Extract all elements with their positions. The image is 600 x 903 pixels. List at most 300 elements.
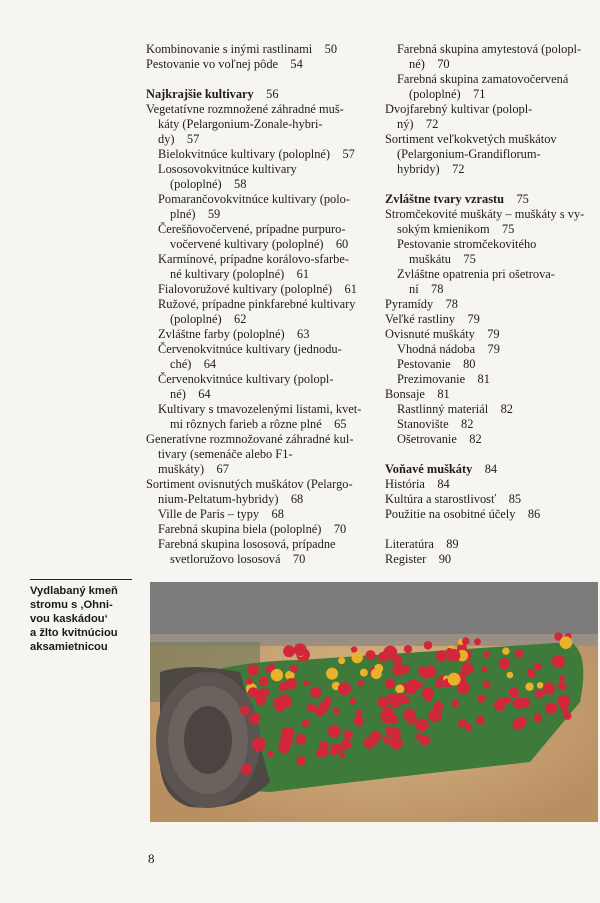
geranium-bloom [257, 688, 266, 697]
toc-entry-text: Farebná skupina amytestová (polopl- [397, 42, 582, 56]
geranium-bloom [545, 702, 557, 714]
toc-page-number: 79 [487, 327, 500, 341]
toc-entry-title: Ošetrovanie [397, 432, 457, 446]
toc-page-number: 54 [290, 57, 303, 71]
toc-page-number: 70 [437, 57, 450, 71]
toc-entry-text [158, 282, 378, 297]
toc-entry-title: muškáty) [158, 462, 205, 476]
marigold-bloom [537, 682, 544, 689]
geranium-bloom [370, 731, 382, 743]
geranium-bloom [296, 756, 306, 766]
toc-entry [158, 282, 378, 297]
toc-entry [146, 102, 378, 147]
toc-entry [397, 267, 598, 297]
toc-entry-text [158, 207, 378, 222]
toc-entry [397, 342, 598, 357]
geranium-bloom [451, 700, 459, 708]
toc-entry [158, 222, 378, 252]
page-number: 8 [148, 851, 155, 866]
toc-entry-title: mi rôznych farieb a rôzne plné [170, 417, 322, 431]
geranium-bloom [378, 652, 389, 663]
geranium-bloom [283, 645, 295, 657]
toc-entry-title: plné) [170, 207, 196, 221]
section-gap [146, 72, 378, 87]
toc-entry-title: dy) [158, 132, 175, 146]
toc-entry-title: ní [409, 282, 419, 296]
toc-page-number: 63 [297, 327, 310, 341]
toc-entry-text: Ružové, prípadne pinkfarebné kultivary [158, 297, 356, 311]
geranium-bloom [365, 650, 375, 660]
toc-entry-text [385, 162, 598, 177]
geranium-bloom [406, 714, 417, 725]
geranium-bloom [483, 681, 491, 689]
geranium-bloom [494, 699, 506, 711]
toc-entry-text [158, 267, 378, 282]
geranium-bloom [310, 687, 321, 698]
toc-page-number: 90 [438, 552, 452, 566]
toc-page-number: 78 [431, 282, 444, 296]
geranium-bloom [558, 682, 567, 691]
toc-entry-title: nium-Peltatum-hybridy) [158, 492, 279, 506]
toc-entry-title: muškátu [409, 252, 451, 266]
toc-page-number: 56 [266, 87, 279, 101]
geranium-bloom [307, 704, 316, 713]
geranium-bloom [474, 638, 481, 645]
geranium-bloom [385, 678, 395, 688]
toc-entry-title: Pyramídy [385, 297, 434, 311]
geranium-bloom [483, 651, 490, 658]
geranium-bloom [350, 698, 357, 705]
toc-entry-title: História [385, 477, 425, 491]
toc-entry-text [146, 42, 378, 57]
toc-entry-text: Farebná skupina lososová, prípadne [158, 537, 336, 551]
geranium-bloom [314, 706, 325, 717]
toc-entry [158, 402, 378, 432]
toc-page-number: 79 [487, 342, 500, 356]
toc-entry-title: Voňavé muškáty [385, 462, 473, 476]
toc-entry-title: Veľké rastliny [385, 312, 456, 326]
toc-entry-title: Najkrajšie kultivary [146, 87, 254, 101]
section-gap [385, 447, 598, 462]
toc-page-number: 85 [508, 492, 522, 506]
toc-entry [385, 297, 598, 312]
marigold-bloom [560, 636, 573, 649]
toc-page-number: 62 [234, 312, 247, 326]
geranium-bloom [333, 708, 340, 715]
geranium-bloom [252, 737, 266, 751]
geranium-bloom [461, 662, 473, 674]
marigold-bloom [395, 685, 404, 694]
toc-entry-title: vočervené kultivary (poloplné) [170, 237, 324, 251]
geranium-bloom [328, 725, 341, 738]
toc-entry-text [158, 147, 378, 162]
geranium-bloom [351, 646, 357, 652]
toc-entry [158, 297, 378, 327]
toc-entry-text [385, 117, 598, 132]
geranium-bloom [343, 730, 353, 740]
marigold-bloom [271, 669, 283, 681]
toc-entry-title: Stanovište [397, 417, 449, 431]
toc-entry-text [158, 357, 378, 372]
toc-entry-text [385, 552, 598, 567]
geranium-bloom [302, 719, 310, 727]
geranium-bloom [247, 664, 259, 676]
geranium-bloom [358, 680, 365, 687]
toc-entry [158, 147, 378, 162]
toc-entry-text: Pomarančovokvitnúce kultivary (polo- [158, 192, 351, 206]
geranium-bloom [380, 711, 392, 723]
toc-entry-text [146, 87, 378, 102]
toc-entry-text: Karmínové, prípadne korálovo-sfarbe- [158, 252, 349, 266]
toc-entry-title: (poloplné) [409, 87, 461, 101]
geranium-bloom [527, 669, 536, 678]
toc-entry-title: Rastlinný materiál [397, 402, 489, 416]
toc-entry [397, 357, 598, 372]
toc-entry-title: Použitie na osobitné účely [385, 507, 516, 521]
toc-page-number: 68 [271, 507, 284, 521]
geranium-bloom [290, 665, 298, 673]
geranium-bloom [504, 697, 511, 704]
section-gap [385, 522, 598, 537]
toc-entry-text [397, 432, 598, 447]
toc-entry-text [158, 177, 378, 192]
geranium-bloom [552, 655, 565, 668]
toc-entry [146, 432, 378, 477]
toc-entry-title: né) [170, 387, 186, 401]
toc-page-number: 75 [501, 222, 515, 236]
caption-line: aksamietnicou [30, 641, 108, 653]
toc-entry [385, 552, 598, 567]
toc-entry [385, 312, 598, 327]
toc-entry-text [397, 372, 598, 387]
toc-entry [397, 432, 598, 447]
toc-page-number: 84 [484, 462, 498, 476]
toc-entry-title: Fialovoružové kultivary (poloplné) [158, 282, 333, 296]
geranium-bloom [515, 698, 526, 709]
toc-entry [385, 102, 598, 132]
toc-page-number: 57 [342, 147, 355, 161]
toc-entry-text [385, 477, 598, 492]
toc-entry-text [158, 552, 378, 567]
toc-entry [158, 252, 378, 282]
toc-entry [146, 57, 378, 72]
toc-page-number: 67 [216, 462, 229, 476]
toc-entry-title: Bonsaje [385, 387, 425, 401]
toc-entry-text: Červenokvitnúce kultivary (polopl- [158, 372, 334, 386]
toc-page-number: 75 [463, 252, 476, 266]
geranium-bloom [286, 678, 297, 689]
toc-page-number: 81 [437, 387, 450, 401]
toc-entry-text [385, 462, 598, 477]
geranium-bloom [393, 655, 403, 665]
toc-entry-text: Dvojfarebný kultivar (polopl- [385, 102, 533, 116]
toc-page-number: 82 [461, 417, 474, 431]
log-planter-photo [150, 582, 598, 822]
geranium-bloom [563, 712, 571, 720]
toc-entry [385, 132, 598, 177]
toc-entry [158, 507, 378, 522]
marigold-bloom [448, 673, 461, 686]
geranium-bloom [533, 713, 542, 722]
toc-entry [385, 492, 598, 507]
geranium-bloom [378, 696, 389, 707]
toc-entry [385, 537, 598, 552]
marigold-bloom [360, 669, 368, 677]
geranium-bloom [389, 728, 399, 738]
geranium-bloom [559, 675, 565, 681]
toc-entry [397, 372, 598, 387]
toc-page-number: 70 [292, 552, 306, 566]
caption-line: Vydlabaný kmeň [30, 585, 118, 597]
geranium-bloom [424, 665, 436, 677]
toc-entry-title: Literatúra [385, 537, 434, 551]
geranium-bloom [416, 733, 423, 740]
toc-page-number: 84 [437, 477, 450, 491]
geranium-bloom [248, 687, 259, 698]
toc-section-heading [146, 87, 378, 102]
geranium-bloom [515, 649, 524, 658]
toc-entry-title: né) [409, 57, 425, 71]
toc-page-number: 61 [296, 267, 310, 281]
toc-entry-title: ché) [170, 357, 192, 371]
toc-entry-title: sokým kmienikom [397, 222, 490, 236]
caption-rule [30, 579, 132, 580]
toc-entry-text: Čerešňovočervené, prípadne purpuro- [158, 222, 346, 236]
geranium-bloom [294, 643, 307, 656]
toc-entry [146, 477, 378, 507]
toc-entry [158, 192, 378, 222]
geranium-bloom [436, 650, 447, 661]
photo-caption [30, 584, 142, 654]
toc-entry-text [146, 492, 378, 507]
geranium-bloom [404, 645, 412, 653]
geranium-bloom [481, 666, 487, 672]
geranium-bloom [340, 740, 351, 751]
geranium-bloom [249, 713, 261, 725]
toc-page-number: 78 [445, 297, 458, 311]
toc-page-number: 72 [425, 117, 439, 131]
toc-page-number: 58 [234, 177, 247, 191]
geranium-bloom [535, 690, 544, 699]
geranium-bloom [354, 716, 364, 726]
toc-entry-text: Červenokvitnúce kultivary (jednodu- [158, 342, 342, 356]
toc-entry-text [146, 462, 378, 477]
toc-entry-text [385, 327, 598, 342]
geranium-bloom [339, 752, 345, 758]
geranium-bloom [324, 698, 331, 705]
toc-entry-text: Generatívne rozmnožované záhradné kul- [146, 432, 354, 446]
toc-entry-text: Sortiment veľkokvetých muškátov [385, 132, 557, 146]
geranium-bloom [316, 749, 325, 758]
geranium-bloom [424, 641, 433, 650]
toc-entry-text: Stromčekovité muškáty – muškáty s vy- [385, 207, 585, 221]
toc-entry [146, 42, 378, 57]
geranium-bloom [278, 741, 290, 753]
toc-entry-text [385, 222, 598, 237]
photo-illustration [150, 582, 598, 822]
toc-entry-title: (poloplné) [170, 177, 222, 191]
toc-entry [158, 342, 378, 372]
toc-entry [397, 417, 598, 432]
geranium-bloom [458, 719, 466, 727]
toc-page-number: 57 [186, 132, 200, 146]
geranium-bloom [407, 679, 419, 691]
toc-entry-text [158, 312, 378, 327]
geranium-bloom [435, 682, 442, 689]
toc-section-heading [385, 192, 598, 207]
geranium-bloom [265, 666, 272, 673]
toc-entry [397, 237, 598, 267]
geranium-bloom [303, 680, 309, 686]
toc-entry-text: káty (Pelargonium-Zonale-hybri- [158, 117, 323, 131]
geranium-bloom [422, 687, 434, 699]
toc-entry-title: Pestovanie [397, 357, 451, 371]
geranium-bloom [499, 658, 510, 669]
toc-entry-title: Bielokvitnúce kultivary (poloplné) [158, 147, 331, 161]
geranium-bloom [543, 682, 555, 694]
geranium-bloom [338, 682, 351, 695]
geranium-bloom [392, 664, 404, 676]
geranium-bloom [390, 736, 403, 749]
toc-entry-title: Farebná skupina biela (poloplné) [158, 522, 322, 536]
toc-entry-title: Kombinovanie s inými rastlinami [146, 42, 313, 56]
toc-entry-title: Register [385, 552, 427, 566]
toc-entry-text [158, 387, 378, 402]
toc-entry [385, 507, 598, 522]
toc-page-number: 70 [333, 522, 347, 536]
toc-entry [397, 42, 598, 72]
toc-entry-text: Lososovokvitnúce kultivary [158, 162, 297, 176]
toc-entry-text [385, 297, 598, 312]
toc-entry-title: Ville de Paris – typy [158, 507, 260, 521]
toc-page-number: 59 [207, 207, 221, 221]
toc-entry-title: Kultúra a starostlivosť [385, 492, 497, 506]
toc-page-number: 64 [198, 387, 211, 401]
toc-entry-text [397, 57, 598, 72]
geranium-bloom [447, 649, 460, 662]
toc-page-number: 86 [527, 507, 541, 521]
toc-entry-title: Prezimovanie [397, 372, 466, 386]
toc-left-column [146, 42, 378, 567]
geranium-bloom [259, 676, 269, 686]
toc-entry-title: Ovisnuté muškáty [385, 327, 475, 341]
toc-entry-title: né kultivary (poloplné) [170, 267, 285, 281]
toc-page-number: 65 [334, 417, 347, 431]
toc-right-column [385, 42, 598, 567]
toc-entry [385, 207, 598, 237]
toc-page-number: 50 [324, 42, 338, 56]
toc-entry-text [397, 87, 598, 102]
marigold-bloom [507, 672, 514, 679]
toc-page-number: 61 [344, 282, 357, 296]
toc-entry-title: svetloružovo lososová [170, 552, 281, 566]
toc-entry-text: tivary (semenáče alebo F1- [158, 447, 293, 461]
toc-entry-text [397, 252, 598, 267]
toc-page-number: 72 [452, 162, 465, 176]
toc-entry-text [158, 507, 378, 522]
caption-line: stromu s ‚Ohni- [30, 599, 113, 611]
toc-entry [158, 537, 378, 567]
toc-entry [158, 162, 378, 192]
toc-page-number: 68 [290, 492, 304, 506]
toc-entry-text [146, 132, 378, 147]
geranium-bloom [534, 663, 542, 671]
geranium-bloom [267, 751, 274, 758]
toc-page-number: 71 [473, 87, 486, 101]
geranium-bloom [240, 706, 250, 716]
toc-section-heading [385, 462, 598, 477]
toc-entry-text [385, 492, 598, 507]
toc-entry-title: Vhodná nádoba [397, 342, 476, 356]
toc-entry-text [385, 312, 598, 327]
toc-entry-text [397, 357, 598, 372]
geranium-bloom [416, 719, 429, 732]
toc-page-number: 79 [467, 312, 480, 326]
toc-entry [397, 72, 598, 102]
toc-page-number: 89 [446, 537, 459, 551]
geranium-bloom [509, 687, 519, 697]
toc-entry-text [385, 507, 598, 522]
toc-entry-text [158, 417, 378, 432]
geranium-bloom [478, 695, 486, 703]
toc-entry-text [158, 327, 378, 342]
section-gap [385, 177, 598, 192]
toc-page-number: 81 [477, 372, 490, 386]
marigold-bloom [326, 668, 338, 680]
geranium-bloom [462, 637, 470, 645]
geranium-bloom [395, 693, 406, 704]
toc-entry-text [397, 402, 598, 417]
geranium-bloom [356, 710, 363, 717]
geranium-bloom [383, 736, 390, 743]
caption-line: vou kaskádou‘ [30, 613, 108, 625]
geranium-bloom [284, 727, 295, 738]
toc-entry-text [158, 237, 378, 252]
geranium-bloom [241, 764, 252, 775]
toc-entry-title: hybridy) [397, 162, 440, 176]
toc-entry-text: Farebná skupina zamatovočervená [397, 72, 569, 86]
toc-entry-text [385, 192, 598, 207]
toc-page-number: 80 [463, 357, 476, 371]
toc-entry-text [397, 342, 598, 357]
toc-entry-title: Zvláštne farby (poloplné) [158, 327, 285, 341]
geranium-bloom [518, 716, 527, 725]
toc-entry [385, 327, 598, 342]
toc-page-number: 75 [516, 192, 529, 206]
geranium-bloom [561, 705, 569, 713]
toc-entry-text: Zvláštne opatrenia pri ošetrova- [397, 267, 555, 281]
toc-page-number: 82 [500, 402, 513, 416]
toc-entry [158, 522, 378, 537]
toc-entry [158, 372, 378, 402]
geranium-bloom [388, 698, 394, 704]
toc-entry-text: Pestovanie stromčekovitého [397, 237, 537, 251]
geranium-bloom [296, 734, 307, 745]
geranium-bloom [330, 743, 341, 754]
toc-entry-text: Kultivary s tmavozelenými listami, kvet- [158, 402, 362, 416]
toc-entry-text [385, 387, 598, 402]
toc-entry-text: (Pelargonium-Grandiflorum- [397, 147, 541, 161]
toc-entry-title: Zvláštne tvary vzrastu [385, 192, 505, 206]
marigold-bloom [371, 668, 382, 679]
toc-entry-text [397, 282, 598, 297]
marigold-bloom [502, 647, 509, 654]
geranium-bloom [428, 709, 441, 722]
geranium-bloom [476, 716, 485, 725]
toc-page-number: 64 [203, 357, 217, 371]
toc-entry-text [158, 522, 378, 537]
marigold-bloom [338, 657, 345, 664]
